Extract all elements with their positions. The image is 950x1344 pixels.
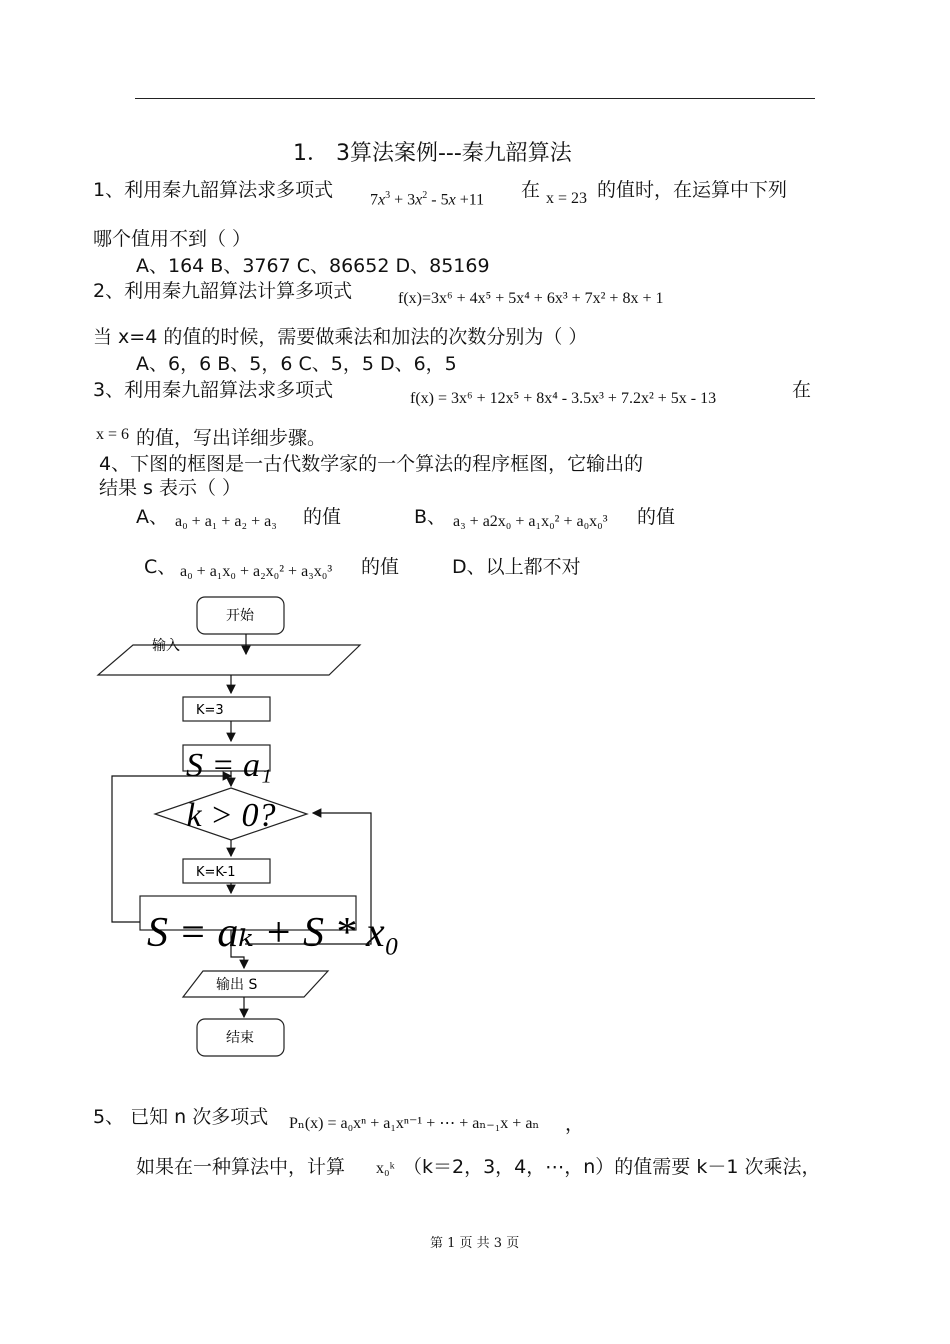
q1-line2: 哪个值用不到（ ）	[93, 228, 252, 250]
q5-prefix: 5、 已知 n 次多项式	[93, 1106, 269, 1128]
flow-input-box	[98, 645, 360, 675]
flow-start-label: 开始	[226, 608, 254, 624]
q5-poly-tail: ，	[565, 1113, 585, 1135]
q2-polynomial: f(x)=3x⁶ + 4x⁵ + 5x⁴ + 6x³ + 7x² + 8x + 1	[398, 290, 664, 307]
flow-k-dec-label: K=K-1	[196, 865, 236, 880]
q4-line1: 4、下图的框图是一古代数学家的一个算法的程序框图，它输出的	[99, 453, 644, 475]
q5-x0k: x₀ᵏ	[376, 1160, 395, 1177]
flow-decision-label: k > 0?	[186, 797, 276, 834]
flow-k-init-label: K=3	[196, 703, 224, 718]
q3-suffix: 在	[792, 379, 812, 401]
q2-prefix: 2、利用秦九韶算法计算多项式	[93, 280, 353, 302]
flow-output-label: 输出 S	[216, 977, 258, 993]
q4-option-c-label: C、	[144, 556, 177, 578]
q3-x-value: x = 6	[96, 426, 130, 443]
q4-line2: 结果 s 表示（ ）	[99, 477, 242, 499]
q3-polynomial: f(x) = 3x⁶ + 12x⁵ + 8x⁴ - 3.5x³ + 7.2x² + 5x - 13	[410, 390, 717, 407]
q4-option-a-label: A、	[136, 506, 168, 528]
q1-prefix: 1、利用秦九韶算法求多项式	[93, 179, 334, 201]
q5-line2-b: （k＝2，3，4，⋯，n）的值需要 k－1 次乘法，	[403, 1156, 821, 1178]
page-footer: 第 1 页 共 3 页	[430, 1236, 520, 1251]
flow-update-label: S = aₖ + S * x₀	[147, 910, 400, 956]
q4-option-c-expr: a₀ + a₁x₀ + a₂x₀² + a₃x₀³	[180, 563, 333, 580]
q4-option-b-tail: 的值	[637, 506, 676, 528]
q1-suffix: 的值时，在运算中下列	[597, 179, 788, 201]
q2-options: A、6，6 B、5，6 C、5，5 D、6，5	[136, 353, 457, 375]
q4-option-a-tail: 的值	[303, 506, 342, 528]
q2-line2: 当 x=4 的值的时候，需要做乘法和加法的次数分别为（ ）	[93, 326, 588, 348]
flow-end-label: 结束	[226, 1030, 254, 1046]
q1-polynomial: $7x^3 + 3x^2 - 5x +11$	[370, 190, 485, 209]
q5-polynomial: Pₙ(x) = a₀xⁿ + a₁xⁿ⁻¹ + ⋯ + aₙ₋₁x + aₙ	[289, 1115, 540, 1132]
q3-line2: 的值，写出详细步骤。	[136, 427, 327, 449]
page-title: 1． 3算法案例---秦九韶算法	[293, 141, 572, 166]
q4-option-d: D、以上都不对	[452, 556, 581, 578]
flow-s-init-label: S = a₁	[186, 747, 272, 784]
q1-options: A、164 B、3767 C、86652 D、85169	[136, 255, 490, 277]
q4-option-c-tail: 的值	[361, 556, 400, 578]
q1-mid: 在	[521, 179, 541, 201]
q1-x-value: x = 23	[546, 190, 588, 207]
q4-option-a-expr: a₀ + a₁ + a₂ + a₃	[175, 513, 277, 530]
q4-option-b-expr: a₃ + a2x₀ + a₁x₀² + a₀x₀³	[453, 513, 608, 530]
q3-prefix: 3、利用秦九韶算法求多项式	[93, 379, 334, 401]
flow-input-label: 输入	[152, 638, 180, 654]
q4-option-b-label: B、	[414, 506, 447, 528]
q5-line2-a: 如果在一种算法中，计算	[136, 1156, 346, 1178]
